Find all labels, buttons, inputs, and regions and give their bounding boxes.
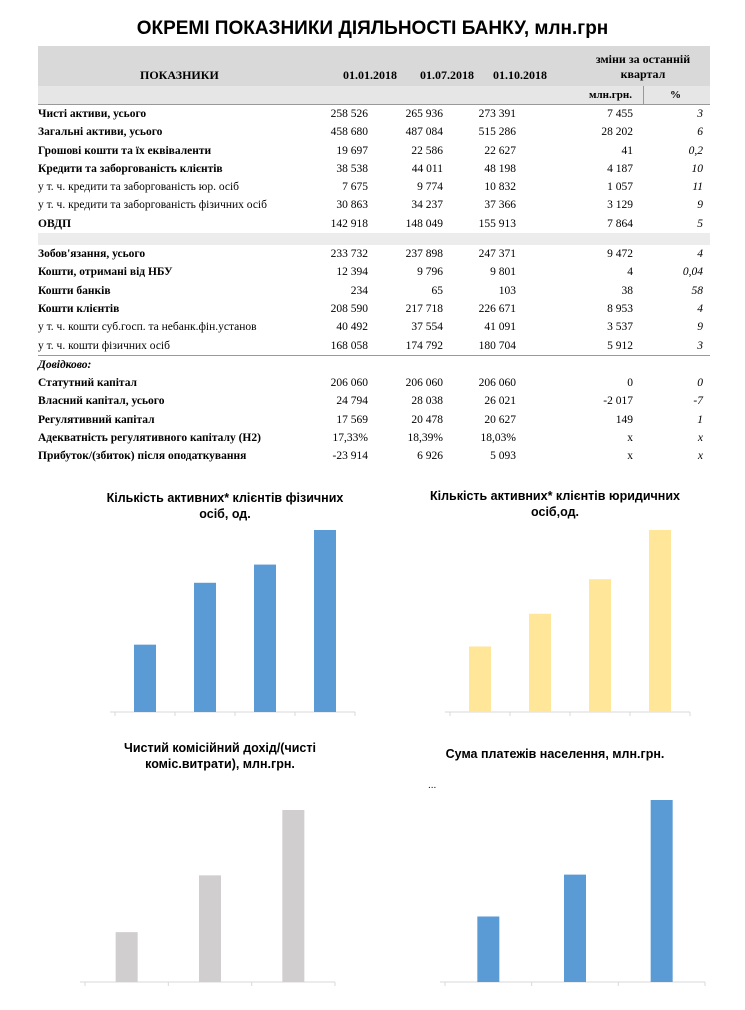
table-row [38,178,710,196]
value-change-pct: 4 [697,302,703,315]
header-change-abs: млн.грн. [589,89,632,101]
row-label: у т. ч. кредити та заборгованість юр. осіб [38,181,240,194]
value-change-pct: x [697,450,703,463]
row-label: Кошти клієнтів [38,302,120,315]
value-d3: 515 286 [478,126,516,139]
value-d1: 258 526 [330,108,368,120]
value-d1: 142 918 [330,217,368,230]
value-change-pct: 9 [697,321,703,334]
indicators-table [38,46,710,466]
table-row [38,447,710,465]
row-label: у т. ч. кошти фізичних осіб [38,339,170,352]
value-d1: 168 058 [330,339,368,352]
value-d3: 103 [498,284,516,297]
row-label: ОВДП [38,217,72,230]
value-d2: 174 792 [405,339,443,352]
value-change-abs: 7 455 [607,108,633,120]
value-change-abs: x [627,432,633,445]
header-indicators: ПОКАЗНИКИ [140,68,219,82]
header-date-2: 01.07.2018 [420,68,474,82]
value-d2: 237 898 [405,248,443,261]
row-label: Прибуток/(збиток) після оподаткування [38,450,247,463]
value-change-abs: 3 537 [607,321,633,334]
value-change-abs: 7 864 [607,217,633,230]
reference-row [38,355,710,374]
bar [282,810,304,982]
value-change-abs: x [627,450,633,463]
bar [649,530,671,712]
table-row [38,245,710,263]
value-d2: 206 060 [405,377,443,390]
value-d1: 40 492 [336,321,368,334]
value-d3: 9 801 [490,266,516,279]
row-label: Власний капітал, усього [38,395,165,408]
bar [564,875,586,982]
value-change-pct: 3 [697,339,703,352]
value-d2: 6 926 [417,450,443,463]
reference-label: Довідково: [38,358,92,371]
value-d1: 458 680 [330,126,368,139]
table-row [38,160,710,178]
chart-1-title: Кількість активних* клієнтів фізичних осіб, од. [106,491,344,521]
value-d2: 34 237 [411,199,443,212]
value-d1: 24 794 [336,395,368,408]
bar [314,530,336,712]
bar [194,583,216,712]
table-row [38,318,710,336]
value-d1: 38 538 [336,162,368,175]
value-change-abs: 38 [621,284,633,297]
value-d3: 247 371 [478,248,516,261]
table-row [38,196,710,214]
row-label: Адекватність регулятивного капіталу (Н2) [38,432,261,445]
table-row [38,429,710,447]
value-d2: 9 796 [417,266,443,279]
bar [254,565,276,712]
row-label: Загальні активи, усього [38,126,163,139]
table-row [38,263,710,281]
bar [529,614,551,712]
value-change-pct: x [697,432,703,445]
row-label: Статутний капітал [38,377,138,390]
value-change-abs: 41 [621,144,633,157]
chart-4-note: ... [428,780,437,791]
value-d1: -23 914 [332,450,368,463]
value-d1: 17 569 [336,413,368,426]
table-header [38,46,710,86]
chart-population-payments [440,790,710,990]
value-change-abs: 9 472 [607,248,633,261]
value-change-abs: 0 [627,377,633,390]
value-change-abs: 4 [627,266,633,279]
bar [199,875,221,982]
value-d1: 206 060 [330,377,368,390]
value-change-pct: 11 [692,181,703,194]
bar [589,579,611,712]
value-d1: 208 590 [330,302,368,315]
row-label: у т. ч. кредити та заборгованість фізичних осіб [38,199,267,212]
value-change-pct: 3 [697,108,703,120]
value-d3: 155 913 [478,217,516,230]
bar [477,916,499,982]
value-d2: 148 049 [405,217,443,230]
value-d1: 17,33% [332,432,368,445]
value-d3: 22 627 [484,144,516,157]
value-d2: 44 011 [411,162,443,175]
header-date-1: 01.01.2018 [343,68,397,82]
value-change-pct: 4 [697,248,703,261]
value-change-pct: 0,2 [688,144,703,157]
header-change-pct: % [670,89,681,101]
value-d3: 273 391 [478,108,516,120]
header-change: зміни за останній квартал [595,52,691,81]
row-label: Зобов'язання, усього [38,248,146,261]
value-d2: 18,39% [407,432,443,445]
value-change-abs: 8 953 [607,302,633,315]
table-row [38,142,710,160]
value-d3: 10 832 [484,181,516,194]
table-row [38,374,710,392]
chart-3-title: Чистий комісійний дохід/(чисті коміс.витрати), млн.грн. [124,741,316,771]
value-d2: 37 554 [411,321,443,334]
value-change-pct: -7 [693,395,703,408]
table-row [38,392,710,410]
value-change-pct: 0,04 [682,266,703,279]
chart-legal-clients [445,520,695,720]
row-label: Кредити та заборгованість клієнтів [38,162,223,175]
bar [116,932,138,982]
value-d1: 19 697 [336,144,368,157]
value-d2: 65 [431,284,443,297]
table-row [38,282,710,300]
value-d3: 18,03% [480,432,516,445]
value-change-abs: 3 129 [607,199,633,212]
value-d1: 12 394 [336,266,368,279]
value-d3: 41 091 [484,321,516,334]
row-label: Грошові кошти та їх еквіваленти [38,144,212,157]
value-d2: 20 478 [411,413,443,426]
row-label: Кошти банків [38,284,111,297]
value-d1: 7 675 [342,181,368,194]
value-change-abs: 4 187 [607,162,633,175]
value-d3: 226 671 [478,302,516,315]
value-d3: 206 060 [478,377,516,390]
chart-individual-clients [110,520,360,720]
chart-commission-income [80,800,340,990]
table-subheader [38,86,710,105]
value-d2: 28 038 [411,395,443,408]
value-change-pct: 6 [697,126,703,139]
table-body-assets [38,105,710,233]
row-label: Регулятивний капітал [38,413,155,426]
table-row [38,105,710,123]
value-d1: 234 [350,284,368,297]
value-change-abs: 149 [615,413,633,426]
table-row [38,411,710,429]
value-d1: 30 863 [336,199,368,212]
value-change-pct: 1 [697,413,703,426]
chart-4-title: Сума платежів населення, млн.грн. [445,747,665,761]
value-change-abs: 28 202 [601,126,633,139]
value-change-abs: -2 017 [603,395,633,408]
value-d2: 217 718 [405,302,443,315]
table-row [38,300,710,318]
row-label: у т. ч. кошти суб.госп. та небанк.фін.установ [38,321,257,334]
value-d2: 9 774 [417,181,443,194]
value-d3: 180 704 [478,339,516,352]
value-change-pct: 0 [697,377,703,390]
value-d1: 233 732 [330,248,368,261]
value-d3: 20 627 [484,413,516,426]
page-title: ОКРЕМІ ПОКАЗНИКИ ДІЯЛЬНОСТІ БАНКУ, млн.грн [136,18,609,39]
value-change-abs: 5 912 [607,339,633,352]
value-change-pct: 5 [697,217,703,230]
header-date-3: 01.10.2018 [493,68,547,82]
value-change-pct: 58 [691,284,703,297]
value-d3: 5 093 [490,450,516,463]
value-change-pct: 10 [691,162,703,175]
table-row [38,123,710,141]
value-change-abs: 1 057 [607,181,633,194]
value-change-pct: 9 [697,199,703,212]
table-body-capital [38,374,710,465]
value-d2: 487 084 [405,126,443,139]
bar [651,800,673,982]
table-body-liabilities [38,245,710,355]
value-d2: 22 586 [411,144,443,157]
table-row [38,215,710,233]
table-gap [38,233,710,245]
value-d2: 265 936 [405,108,443,120]
bar [134,645,156,712]
bar [469,646,491,712]
table-row [38,337,710,355]
value-d3: 26 021 [484,395,516,408]
row-label: Кошти, отримані від НБУ [38,266,173,279]
chart-2-title: Кількість активних* клієнтів юридичних осіб,од. [430,489,680,519]
row-label: Чисті активи, усього [38,108,147,120]
value-d3: 37 366 [484,199,516,212]
value-d3: 48 198 [484,162,516,175]
